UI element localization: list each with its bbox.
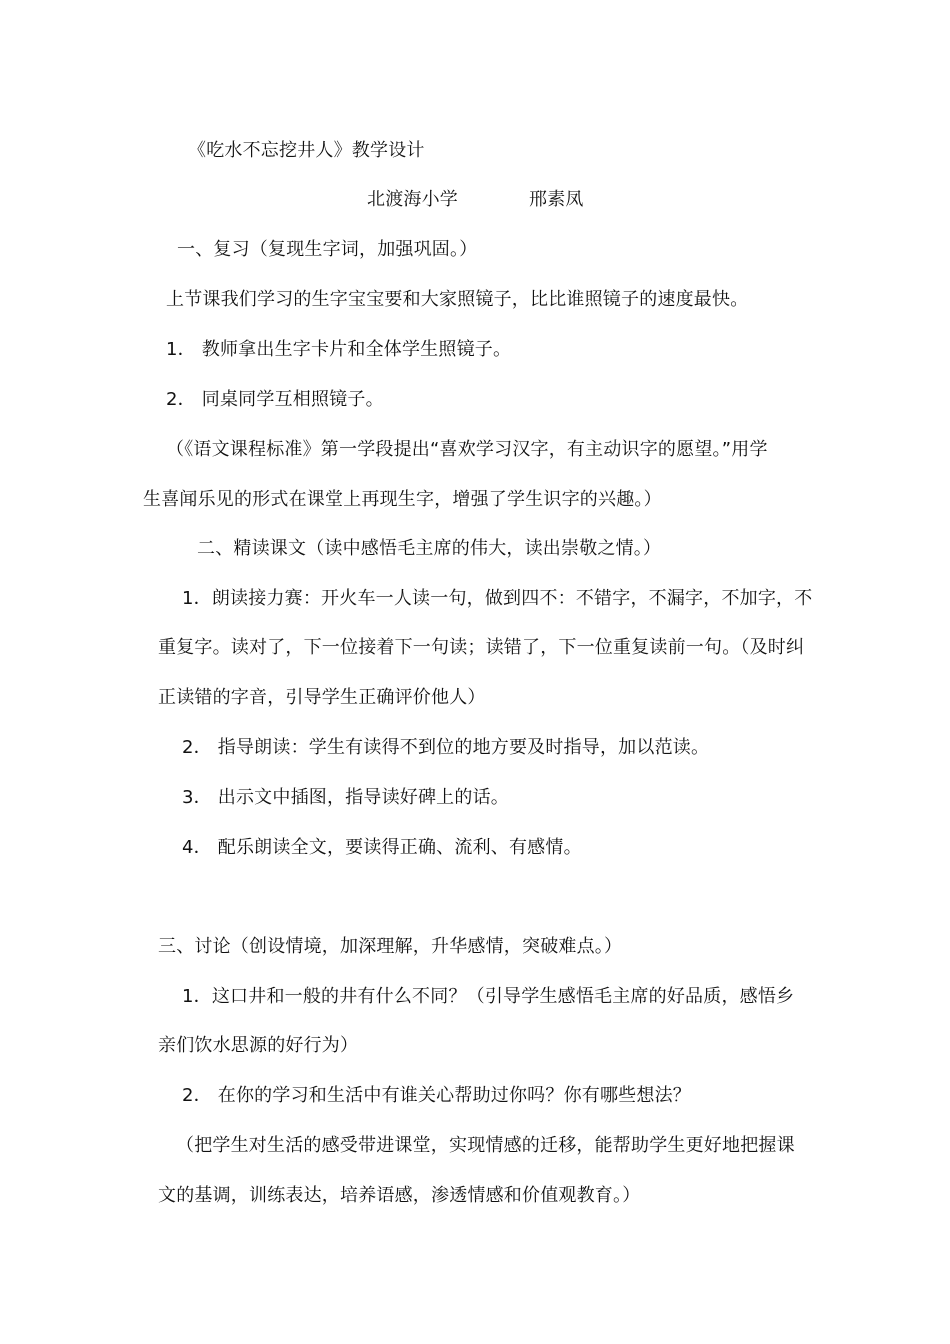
section2-item-1-line1: 1．朗读接力赛：开火车一人读一句，做到四不：不错字，不漏字，不加字，不 xyxy=(182,588,813,609)
section2-heading: 二、精读课文（读中感悟毛主席的伟大，读出崇敬之情。） xyxy=(197,538,662,559)
section2-item-3: 3． 出示文中插图，指导读好碑上的话。 xyxy=(182,787,509,808)
section2-item-1-line3: 正读错的字音，引导学生正确评价他人） xyxy=(158,687,486,708)
section1-note-line1: （《语文课程标准》第一学段提出“喜欢学习汉字，有主动识字的愿望。”用学 xyxy=(166,439,768,460)
section3-note-line2: 文的基调，训练表达，培养语感，渗透情感和价值观教育。） xyxy=(158,1185,641,1206)
section3-item-1-line2: 亲们饮水思源的好行为） xyxy=(158,1035,359,1056)
section2-item-4: 4． 配乐朗读全文，要读得正确、流利、有感情。 xyxy=(182,837,582,858)
section2-item-2: 2． 指导朗读：学生有读得不到位的地方要及时指导，加以范读。 xyxy=(182,737,710,758)
school-name: 北渡海小学 xyxy=(367,189,458,210)
section1-item-1: 1． 教师拿出生字卡片和全体学生照镜子。 xyxy=(166,339,512,360)
section3-item-2: 2． 在你的学习和生活中有谁关心帮助过你吗？你有哪些想法？ xyxy=(182,1085,691,1106)
section1-heading: 一、复习（复现生字词，加强巩固。） xyxy=(177,239,478,260)
section1-intro: 上节课我们学习的生字宝宝要和大家照镜子，比比谁照镜子的速度最快。 xyxy=(166,289,749,310)
section3-heading: 三、讨论（创设情境，加深理解，升华感情，突破难点。） xyxy=(158,936,623,957)
section1-note-line2: 生喜闻乐见的形式在课堂上再现生字，增强了学生识字的兴趣。） xyxy=(143,489,662,510)
section2-item-1-line2: 重复字。读对了，下一位接着下一句读；读错了，下一位重复读前一句。（及时纠 xyxy=(158,637,805,658)
document-title: 《吃水不忘挖井人》教学设计 xyxy=(188,140,425,161)
section3-note-line1: （把学生对生活的感受带进课堂，实现情感的迁移，能帮助学生更好地把握课 xyxy=(176,1135,795,1156)
section1-item-2: 2． 同桌同学互相照镜子。 xyxy=(166,389,384,410)
author-name: 邢素凤 xyxy=(529,189,584,210)
section3-item-1-line1: 1．这口井和一般的井有什么不同？（引导学生感悟毛主席的好品质，感悟乡 xyxy=(182,986,795,1007)
